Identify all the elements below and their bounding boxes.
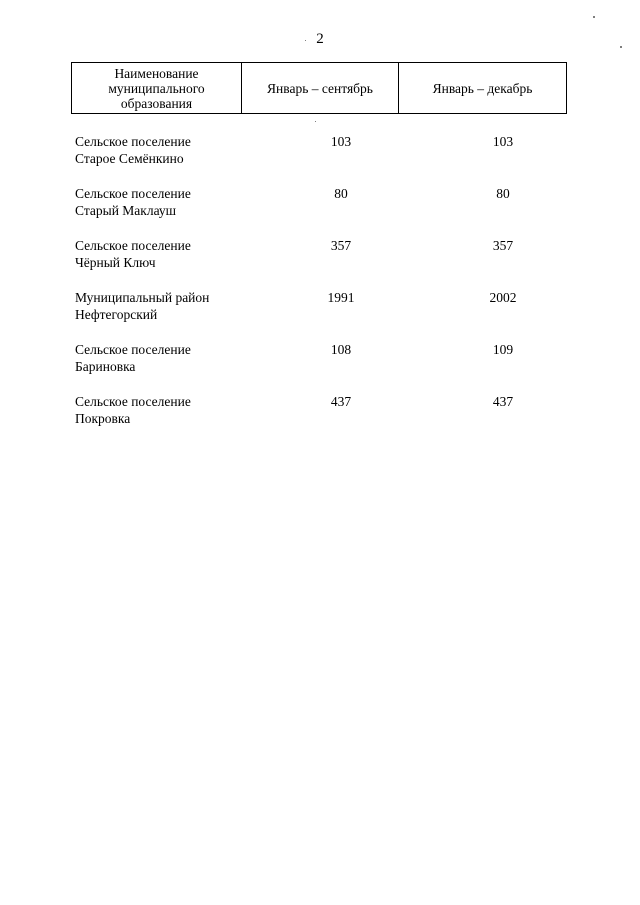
municipality-name: Сельское поселение Бариновка <box>75 342 191 374</box>
value-jan-sep: 80 <box>334 186 348 201</box>
value-jan-sep: 103 <box>330 134 352 149</box>
table-row <box>75 341 567 393</box>
value-jan-dec: 109 <box>492 342 514 357</box>
table-row <box>75 133 567 185</box>
municipality-name: Сельское поселение Старое Семёнкино <box>75 134 191 166</box>
value-jan-dec: 103 <box>492 134 514 149</box>
header-municipality: Наименование муниципального образования <box>72 63 242 113</box>
municipality-name: Сельское поселение Старый Маклауш <box>75 186 191 218</box>
table-row <box>75 237 567 289</box>
municipality-name: Сельское поселение Покровка <box>75 394 191 426</box>
value-jan-sep: 437 <box>330 394 352 409</box>
value-jan-sep: 108 <box>330 342 352 357</box>
value-jan-dec: 2002 <box>489 290 517 305</box>
municipality-name: Муниципальный район Нефтегорский <box>75 290 210 322</box>
table-row <box>75 289 567 341</box>
scan-speck <box>620 46 622 48</box>
scan-speck <box>305 40 306 41</box>
table-header <box>71 62 567 114</box>
scan-speck <box>593 16 595 18</box>
scan-speck <box>315 121 316 122</box>
value-jan-sep: 1991 <box>327 290 355 305</box>
value-jan-dec: 357 <box>492 238 514 253</box>
page-number: 2 <box>316 31 324 47</box>
table-row <box>75 393 567 445</box>
municipality-name: Сельское поселение Чёрный Ключ <box>75 238 191 270</box>
value-jan-dec: 437 <box>492 394 514 409</box>
table-body <box>75 133 567 445</box>
table-row <box>75 185 567 237</box>
value-jan-sep: 357 <box>330 238 352 253</box>
header-jan-sep: Январь – сентябрь <box>242 63 399 113</box>
value-jan-dec: 80 <box>496 186 510 201</box>
header-jan-dec: Январь – декабрь <box>432 80 533 96</box>
